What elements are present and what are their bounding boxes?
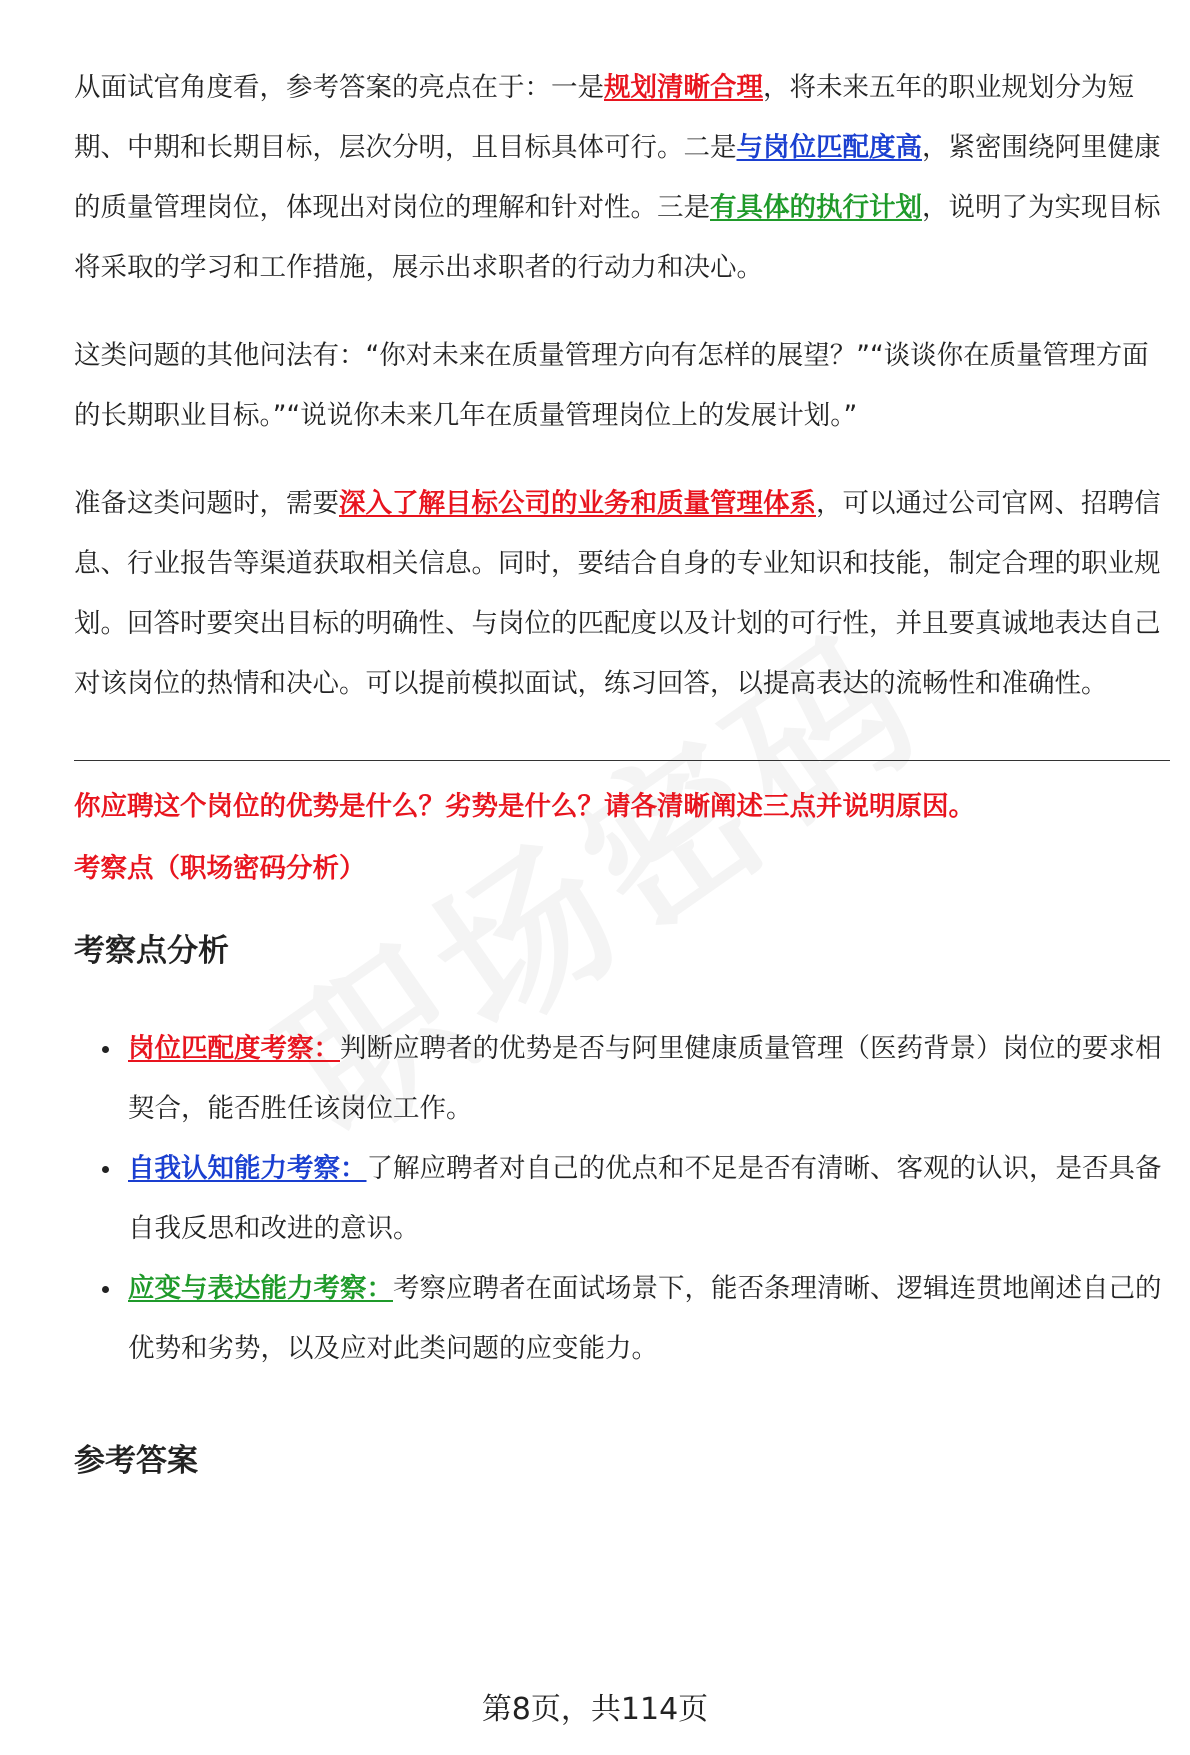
bullet-dot-icon	[102, 1046, 109, 1053]
bullet-dot-icon	[102, 1166, 109, 1173]
analysis-list	[74, 1019, 1170, 1379]
paragraph-text: ，紧密围绕阿里健康的质量管理岗位，体现出对岗位的理解和针对性。三是	[74, 132, 1161, 223]
paragraph-highlights	[74, 58, 1170, 298]
section-divider	[74, 760, 1170, 761]
analysis-sublabel: 考察点（职场密码分析）	[74, 853, 366, 884]
paragraph-text: ，说明了为实现目标将采取的学习和工作措施，展示出求职者的行动力和决心。	[74, 192, 1161, 283]
paragraph-text: 从面试官角度看，参考答案的亮点在于：一是	[74, 72, 604, 103]
bullet-label: 岗位匹配度考察：	[128, 1033, 340, 1064]
page-number: 第8页，共114页	[481, 1692, 709, 1727]
paragraph-text: ，将未来五年的职业规划分为短期、中期和长期目标，层次分明，且目标具体可行。二是	[74, 72, 1134, 163]
highlight-company-research: 深入了解目标公司的业务和质量管理体系	[339, 488, 816, 519]
section-heading-answer: 参考答案	[74, 1443, 198, 1479]
paragraph-text: ，可以通过公司官网、招聘信息、行业报告等渠道获取相关信息。同时，要结合自身的专业知识和技能，制定合理的职业规划。回答时要突出目标的明确性、与岗位的匹配度以及计划的可行性，并且要真诚地表达自己对该岗位的热情和决心。可以提前模拟面试，练习回答，以提高表达的流畅性和准确性。	[74, 488, 1161, 699]
paragraph-preparation	[74, 474, 1170, 714]
highlight-job-match: 与岗位匹配度高	[736, 132, 922, 163]
document-page	[74, 58, 1170, 1483]
bullet-text: 了解应聘者对自己的优点和不足是否有清晰、客观的认识，是否具备自我反思和改进的意识。	[128, 1153, 1162, 1244]
bullet-label: 自我认知能力考察：	[128, 1153, 367, 1184]
highlight-execution-plan: 有具体的执行计划	[710, 192, 922, 223]
bullet-text: 判断应聘者的优势是否与阿里健康质量管理（医药背景）岗位的要求相契合，能否胜任该岗位工作。	[128, 1033, 1162, 1124]
list-item	[74, 1259, 1170, 1379]
interview-question: 你应聘这个岗位的优势是什么？劣势是什么？请各清晰阐述三点并说明原因。	[74, 791, 975, 822]
list-item	[74, 1019, 1170, 1139]
bullet-label: 应变与表达能力考察：	[128, 1273, 393, 1304]
paragraph-alternative-questions: 这类问题的其他问法有：“你对未来在质量管理方向有怎样的展望？”“谈谈你在质量管理方面的长期职业目标。”“说说你未来几年在质量管理岗位上的发展计划。”	[74, 340, 1149, 431]
bullet-text: 考察应聘者在面试场景下，能否条理清晰、逻辑连贯地阐述自己的优势和劣势，以及应对此类问题的应变能力。	[128, 1273, 1162, 1364]
section-heading-analysis: 考察点分析	[74, 933, 229, 969]
bullet-dot-icon	[102, 1286, 109, 1293]
paragraph-text: 准备这类问题时，需要	[74, 488, 339, 519]
highlight-planning: 规划清晰合理	[604, 72, 763, 103]
list-item	[74, 1139, 1170, 1259]
